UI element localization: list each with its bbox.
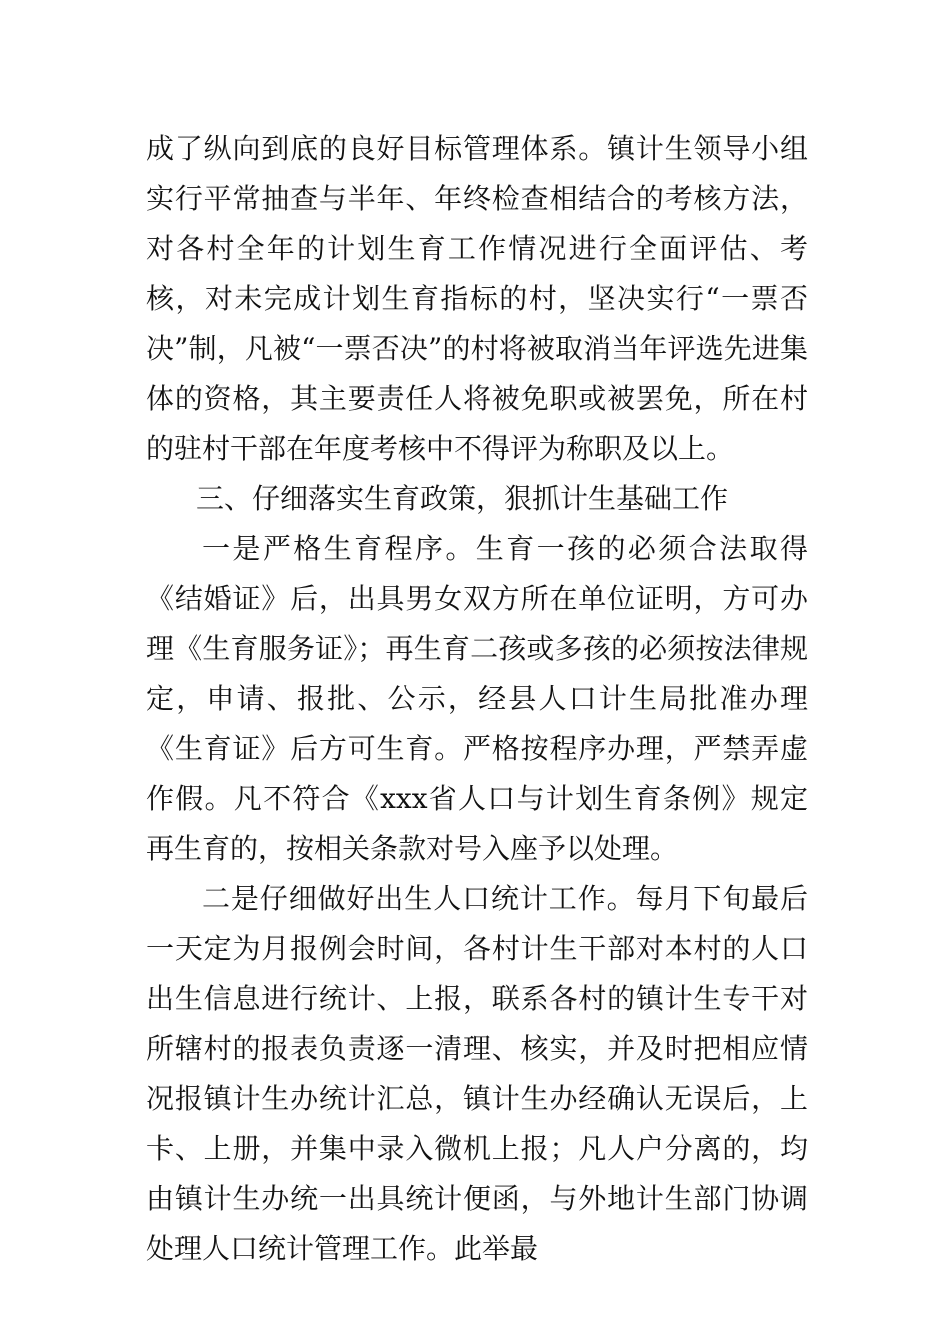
- paragraph-birth-procedure: 一是严格生育程序。生育一孩的必须合法取得《结婚证》后，出具男女双方所在单位证明，方可办理《生育服务证》；再生育二孩或多孩的必须按法律规定，申请、报批、公示，经县人口计生局批准办理《生育证》后方可生育。严格按程序办理，严禁弄虚作假。凡不符合《xxx省人口与计划生育条例》规定再生育的，按相关条款对号入座予以处理。: [146, 532, 808, 865]
- document-page: [146, 124, 808, 1274]
- section-heading: 三、仔细落实生育政策，狠抓计生基础工作: [196, 482, 729, 515]
- paragraph-continuation: 成了纵向到底的良好目标管理体系。镇计生领导小组实行平常抽查与半年、年终检查相结合的考核方法，对各村全年的计划生育工作情况进行全面评估、考核，对未完成计划生育指标的村，坚决实行“一票否决”制，凡被“一票否决”的村将被取消当年评选先进集体的资格，其主要责任人将被免职或被罢免，所在村的驻村干部在年度考核中不得评为称职及以上。: [146, 132, 808, 465]
- paragraph-population-statistics: 二是仔细做好出生人口统计工作。每月下旬最后一天定为月报例会时间，各村计生干部对本村的人口出生信息进行统计、上报，联系各村的镇计生专干对所辖村的报表负责逐一清理、核实，并及时把相应情况报镇计生办统计汇总，镇计生办经确认无误后，上卡、上册，并集中录入微机上报；凡人户分离的，均由镇计生办统一出具统计便函，与外地计生部门协调处理人口统计管理工作。此举最: [146, 882, 808, 1265]
